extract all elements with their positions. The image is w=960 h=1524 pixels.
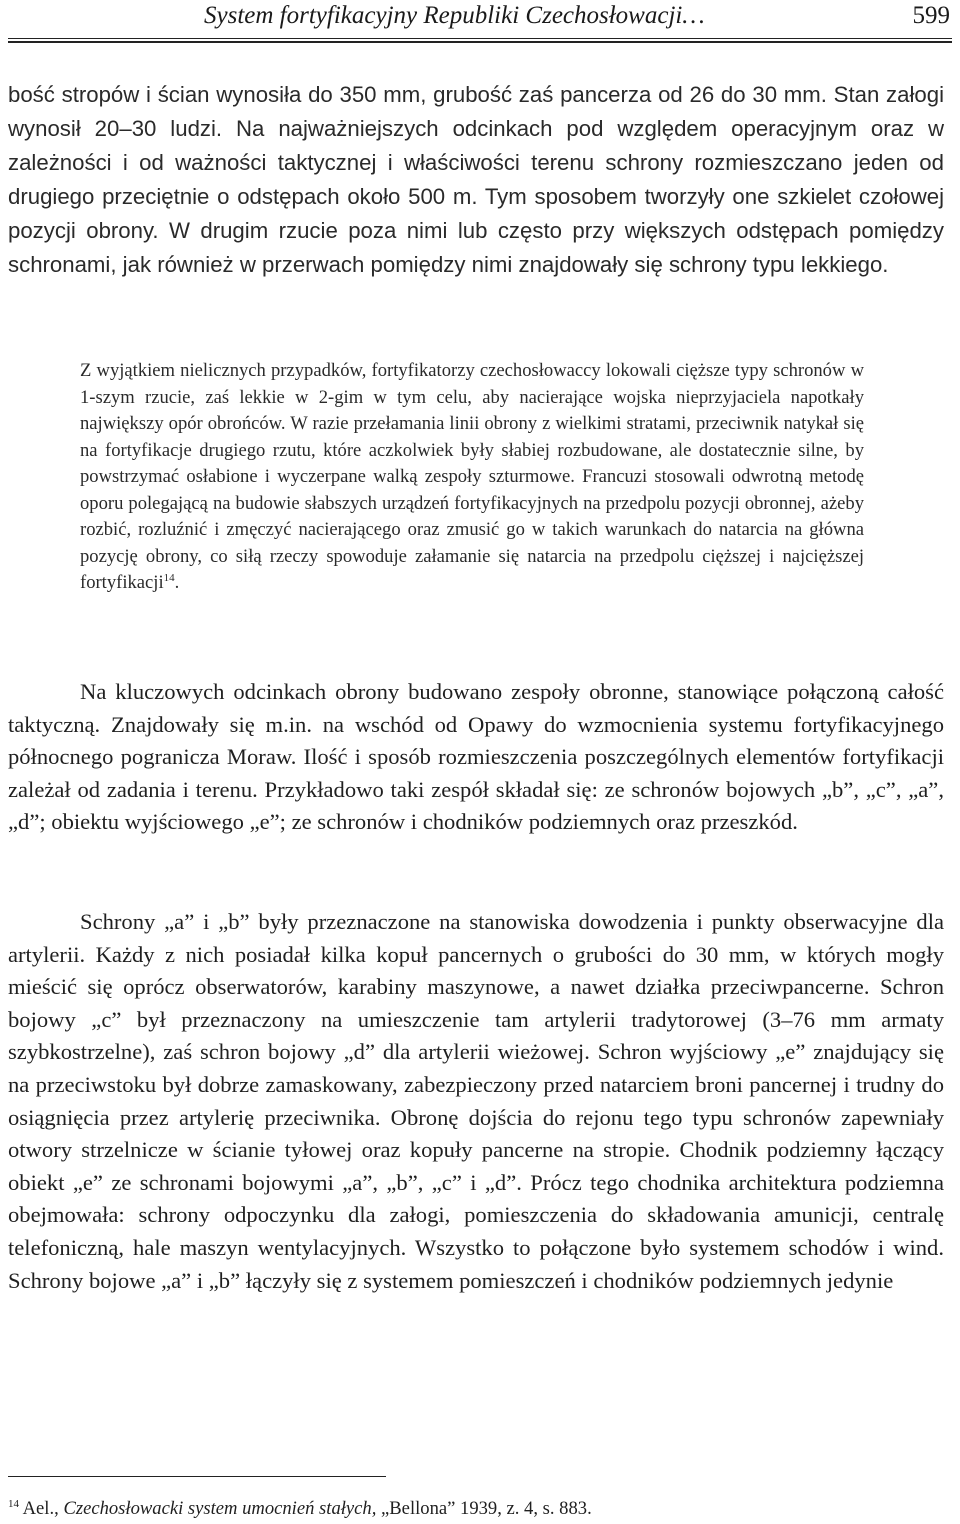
footnote-number: 14 xyxy=(8,1498,19,1510)
paragraph-3: Na kluczowych odcinkach obrony budowano zespoły obronne, stanowiące połączoną całość taktyczną. Znajdowały się m.in. na wschód od Opawy do wzmocnienia systemu fortyfikacyjnego północnego pogranicza Moraw. Ilość i sposób rozmieszczenia poszczególnych elementów fortyfikacji zależał od zadania i terenu. Przykładowo taki zespół składał się: ze schronów bojowych „b”, „c”, „a”, „d”; obiektu wyjściowego „e”; ze schronów i chodników podziemnych oraz przeszkód. xyxy=(8,679,944,835)
footnote-rule xyxy=(8,1476,386,1477)
block-quote-text: Z wyjątkiem nielicznych przypadków, fortyfikatorzy czechosłowaccy lokowali cięższe typy schronów w 1-szym rzucie, zaś lekkie w 2-gim w tym celu, aby nacierające wojska nieprzyjaciela napotkały największy opór obrońców. W razie przełamania linii obrony z wielkimi stratami, przeciwnik natykał się na fortyfikacje drugiego rzutu, które aczkolwiek były słabiej rozbudowane, ale dostatecznie silne, by powstrzymać osłabione i wyczerpane walką zespoły szturmowe. Francuzi stosowali odwrotną metodę oporu polegającą na budowie słabszych urządzeń fortyfikacyjnych na przedpolu pozycji obronnej, ażeby rozbić, rozluźnić i zmęczyć nacierającego oraz zmusić go w takich warunkach do natarcia na główna pozycję obrony, co siłą rzeczy spowoduje załamanie się natarcia na przedpolu cięższej i najcięższej fortyfikacji xyxy=(80,360,864,593)
paragraph-4: Schrony „a” i „b” były przeznaczone na stanowiska dowodzenia i punkty obserwacyjne dla artylerii. Każdy z nich posiadał kilka kopuł pancernych o grubości do 30 mm, w których mogły mieścić się oprócz obserwatorów, karabiny maszynowe, a nawet działka przeciwpancerne. Schron bojowy „c” był przeznaczony na umieszczenie tam artylerii tradytorowej (3–76 mm armaty szybkostrzelne), zaś schron bojowy „d” dla artylerii wieżowej. Schron wyjściowy „e” znajdujący się na przeciwstoku był dobrze zamaskowany, zabezpieczony przed natarciem broni pancernej i trudny do osiągnięcia przez artylerię przeciwnika. Obronę dojścia do rejonu tego typu schronów zapewniały otwory strzelnicze w ścianie tyłowej oraz kopuły pancerne na stropie. Chodnik podziemny łączący obiekt „e” ze schronami bojowymi „a”, „b”, „c” i „d”. Prócz tego chodnika architektura podziemna obejmowała: schrony odpoczynku dla załogi, pomieszczenia do składowania amunicji, centralę telefoniczną, hale maszyn wentylacyjnych. Wszystko to połączone było systemem schodów i wind. Schrony bojowe „a” i „b” łączyły się z systemem pomieszczeń i chodników podziemnych jedynie xyxy=(8,909,944,1293)
footnote-source: „Bellona” 1939, z. 4, s. 883. xyxy=(381,1498,592,1520)
footnote-author: Ael., xyxy=(22,1498,59,1520)
page-number: 599 xyxy=(912,2,950,29)
footnote-reference[interactable]: 14 xyxy=(163,571,175,584)
footnote xyxy=(8,1492,944,1521)
running-title: System fortyfikacyjny Republiki Czechosłowacji… xyxy=(204,2,705,29)
paragraph-1: bość stropów i ścian wynosiła do 350 mm, grubość zaś pancerza od 26 do 30 mm. Stan załogi wynosił 20–30 ludzi. Na najważniejszych odcinkach pod względem operacyjnym oraz w zależności i od ważności taktycznej i właściwości terenu schrony rozmieszczano jeden od drugiego przeciętnie o odstępach około 500 m. Tym sposobem tworzyły one szkielet czołowej pozycji obrony. W drugim rzucie poza nimi lub często przy większych odstępach pomiędzy schronami, jak również w przerwach pomiędzy nimi znajdowały się schrony typu lekkiego. xyxy=(8,82,944,277)
footnote-title: Czechosłowacki system umocnień stałych, xyxy=(63,1498,377,1520)
page-header xyxy=(8,0,952,40)
block-quote xyxy=(80,358,864,597)
header-rule xyxy=(8,38,952,43)
block-quote-end: . xyxy=(174,572,180,593)
